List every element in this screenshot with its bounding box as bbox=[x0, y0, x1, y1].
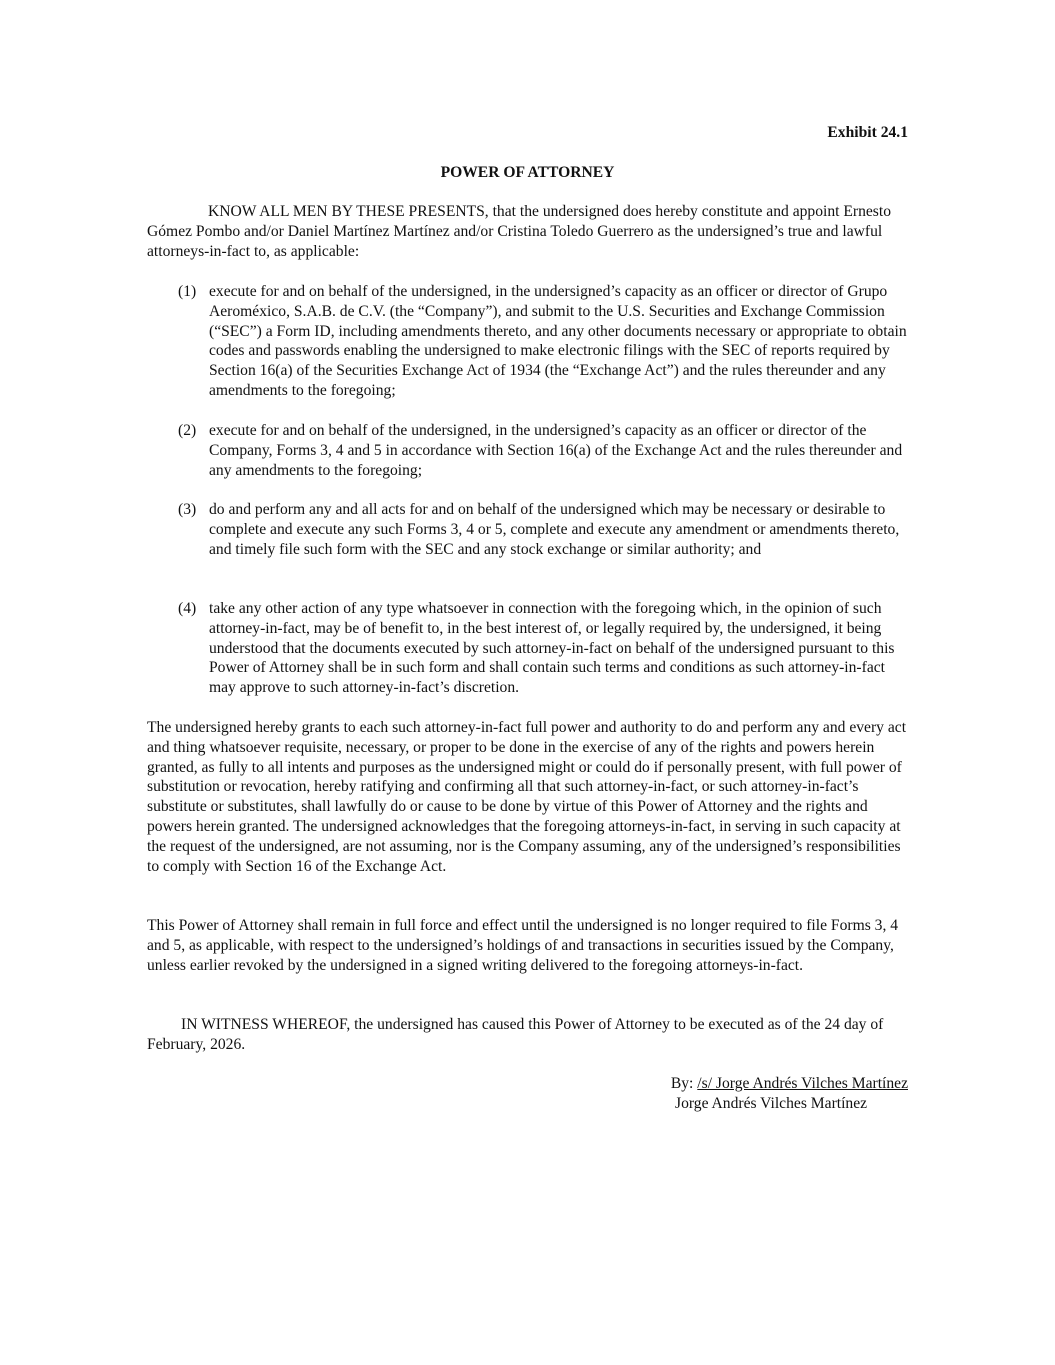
signature-block bbox=[671, 1074, 908, 1094]
list-item-number: (2) bbox=[178, 422, 197, 439]
signatory-printed-name: Jorge Andrés Vilches Martínez bbox=[675, 1095, 868, 1112]
signature-line: /s/ Jorge Andrés Vilches Martínez bbox=[697, 1075, 908, 1092]
signature-by-label: By: bbox=[670, 1075, 694, 1092]
list-item-text: take any other action of any type whatsoever in connection with the foregoing which, in the opinion of such attorney-in-fact, may be of benefit to, in the best interest of, or legally required by, the undersigned, it being understood that the documents executed by such attorney-in-fact on behalf of the undersigned pursuant to this Power of Attorney shall be in such form and shall contain such terms and conditions as such attorney-in-fact may approve to such attorney-in-fact’s discretion. bbox=[209, 600, 895, 697]
list-item-number: (1) bbox=[178, 283, 197, 300]
exhibit-label: Exhibit 24.1 bbox=[827, 124, 908, 141]
list-item-text: execute for and on behalf of the undersigned, in the undersigned’s capacity as an officer or director of Grupo Aeroméxico, S.A.B. de C.V. (the “Company”), and submit to the U.S. Securities and Exchange Commission (“SEC”) a Form ID, including amendments thereto, and any other documents necessary or appropriate to obtain codes and passwords enabling the undersigned to make electronic filings with the SEC of reports required by Section 16(a) of the Securities Exchange Act of 1934 (the “Exchange Act”) and the rules thereunder and any amendments to the foregoing; bbox=[209, 283, 907, 399]
witness-paragraph: IN WITNESS WHEREOF, the undersigned has caused this Power of Attorney to be executed as of the 24 day of February, 2026. bbox=[147, 1016, 884, 1053]
list-item-text: execute for and on behalf of the undersigned, in the undersigned’s capacity as an officer or director of the Company, Forms 3, 4 and 5 in accordance with Section 16(a) of the Exchange Act and the rules thereunder and any amendments to the foregoing; bbox=[209, 422, 903, 479]
document-title: POWER OF ATTORNEY bbox=[440, 164, 615, 181]
list-item-text: do and perform any and all acts for and on behalf of the undersigned which may be necessary or desirable to complete and execute any such Forms 3, 4 or 5, complete and execute any amendment or amendments thereto, and timely file such form with the SEC and any stock exchange or similar authority; and bbox=[209, 501, 900, 558]
list-item-number: (3) bbox=[178, 501, 197, 518]
intro-paragraph: KNOW ALL MEN BY THESE PRESENTS, that the undersigned does hereby constitute and appoint Ernesto Gómez Pombo and/or Daniel Martínez Martínez and/or Cristina Toledo Guerrero as the undersigned’s true and lawful attorneys-in-fact to, as applicable: bbox=[147, 203, 892, 260]
grant-paragraph: The undersigned hereby grants to each such attorney-in-fact full power and authority to do and perform any and every act and thing whatsoever requisite, necessary, or proper to be done in the exercise of any of the rights and powers herein granted, as fully to all intents and purposes as the undersigned might or could do if personally present, with full power of substitution or revocation, hereby ratifying and confirming all that such attorney-in-fact, or such attorney-in-fact’s substitute or substitutes, shall lawfully do or cause to be done by virtue of this Power of Attorney and the rights and powers herein granted. The undersigned acknowledges that the foregoing attorneys-in-fact, in serving in such capacity at the request of the undersigned, are not assuming, nor is the Company assuming, any of the undersigned’s responsibilities to comply with Section 16 of the Exchange Act. bbox=[147, 719, 907, 875]
list-item-number: (4) bbox=[178, 600, 197, 617]
duration-paragraph: This Power of Attorney shall remain in full force and effect until the undersigned is no longer required to file Forms 3, 4 and 5, as applicable, with respect to the undersigned’s holdings of and transactions in securities issued by the Company, unless earlier revoked by the undersigned in a signed writing delivered to the foregoing attorneys-in-fact. bbox=[147, 917, 899, 974]
